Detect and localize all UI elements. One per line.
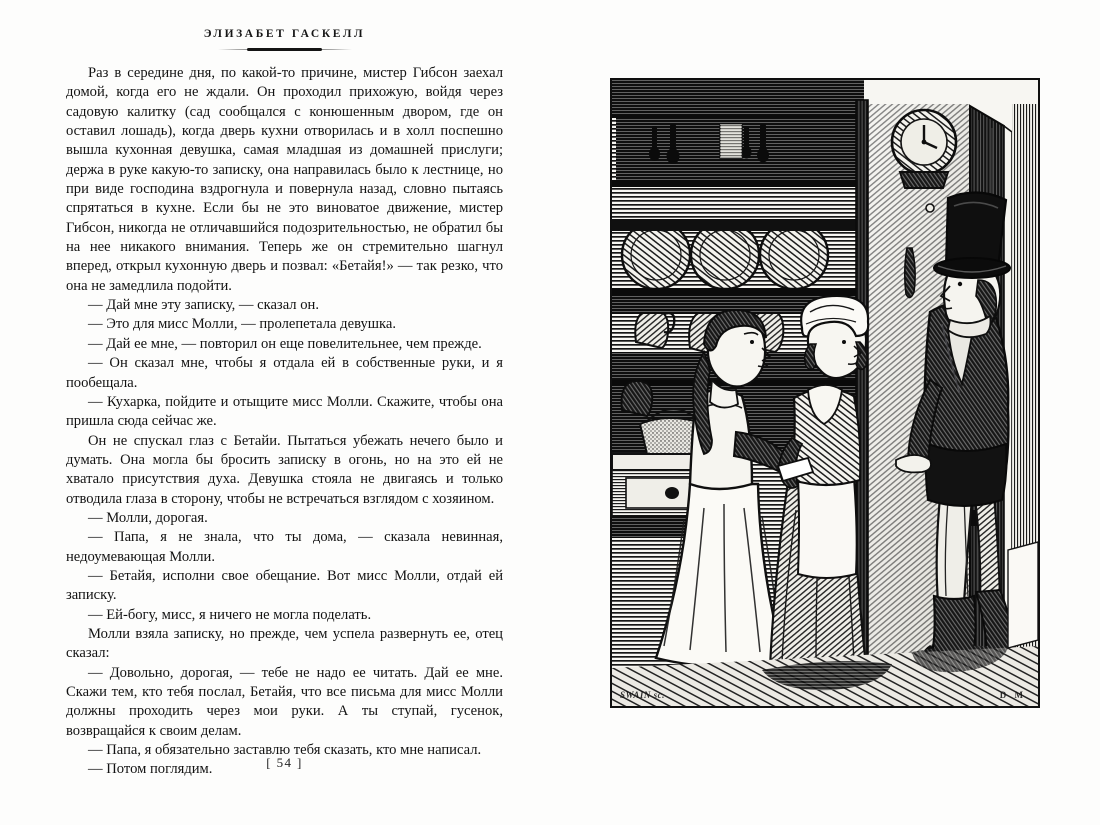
body-paragraph: — Ей-богу, мисс, я ничего не могла поделать. bbox=[88, 606, 372, 623]
recto-page bbox=[550, 0, 1100, 825]
artist-monogram: D M bbox=[999, 690, 1026, 700]
body-paragraph: — Довольно, дорогая, — тебе не надо ее читать. Дай ее мне. Скажи тем, кто тебя послал, Бетайя, что все письма для мисс Молли должны проходить через мои руки. А ты ступай, гусенок, возвращайся к своим делам. bbox=[66, 664, 503, 739]
body-paragraph: — Он сказал мне, чтобы я отдала ей в собственные руки, и я пообещала. bbox=[66, 355, 503, 391]
illustration-plate bbox=[610, 78, 1040, 708]
body-paragraph: — Бетайя, исполни свое обещание. Вот мисс Молли, отдай ей записку. bbox=[66, 567, 503, 604]
body-paragraph: — Это для мисс Молли, — пролепетала девушка. bbox=[88, 316, 397, 333]
body-paragraph: — Кухарка, пойдите и отыщите мисс Молли. Скажите, чтобы она пришла сюда сейчас же. bbox=[66, 393, 503, 430]
body-paragraph: — Потом поглядим. bbox=[88, 761, 213, 778]
header-ornament-rule bbox=[218, 48, 352, 52]
engraver-signature: SWAIN sc. bbox=[620, 690, 665, 700]
body-paragraph: — Дай мне эту записку, — сказал он. bbox=[88, 297, 319, 314]
running-head bbox=[66, 28, 503, 52]
body-paragraph: Молли взяла записку, но прежде, чем успела развернуть ее, отец сказал: bbox=[66, 625, 503, 662]
body-paragraph: — Папа, я обязательно заставлю тебя сказать, кто мне написал. bbox=[88, 742, 482, 759]
body-text bbox=[66, 64, 503, 780]
body-paragraph: Он не спускал глаз с Бетайи. Пытаться убежать нечего было и думать. Она могла бы бросить записку в огонь, но на это ей не хватало присутствия духа. Девушка стояла не двигаясь и только отводила глаза в сторону, чтобы не встречаться взглядом с хозяином. bbox=[66, 432, 503, 507]
running-head-author: ЭЛИЗАБЕТ ГАСКЕЛЛ bbox=[203, 28, 366, 40]
page-number: [ 54 ] bbox=[266, 755, 303, 770]
body-paragraph: — Дай ее мне, — повторил он еще повелительнее, чем прежде. bbox=[88, 335, 482, 352]
engraving-svg bbox=[612, 80, 1038, 706]
body-paragraph: — Папа, я не знала, что ты дома, — сказала невинная, недоумевающая Молли. bbox=[66, 529, 503, 565]
body-paragraph: — Молли, дорогая. bbox=[88, 509, 208, 526]
engraving-artwork bbox=[612, 80, 1038, 706]
body-paragraph: Раз в середине дня, по какой-то причине, мистер Гибсон заехал домой, когда его не ждали. Он проходил прихожую, войдя через садовую калитку (сад сообщался с конюшенным двором, где он оставил лошадь), когда дверь кухни отворилась и в холл поспешно вышла кухонная девушка, самая младшая из домашней прислуги; держа в руке какую-то записку, она направилась было к лестнице, но при виде господина вздрогнула и повернула назад, словно пытаясь спрятаться в кухне. Если бы не это виноватое движение, мистер Гибсон, никогда не отличавшийся подозрительностью, не обратил бы на нее никакого внимания. Теперь же он стремительно шагнул вперед, открыл кухонную дверь и позвал: «Бетайя!» — так резко, что она не замедлила подойти. bbox=[66, 65, 503, 294]
